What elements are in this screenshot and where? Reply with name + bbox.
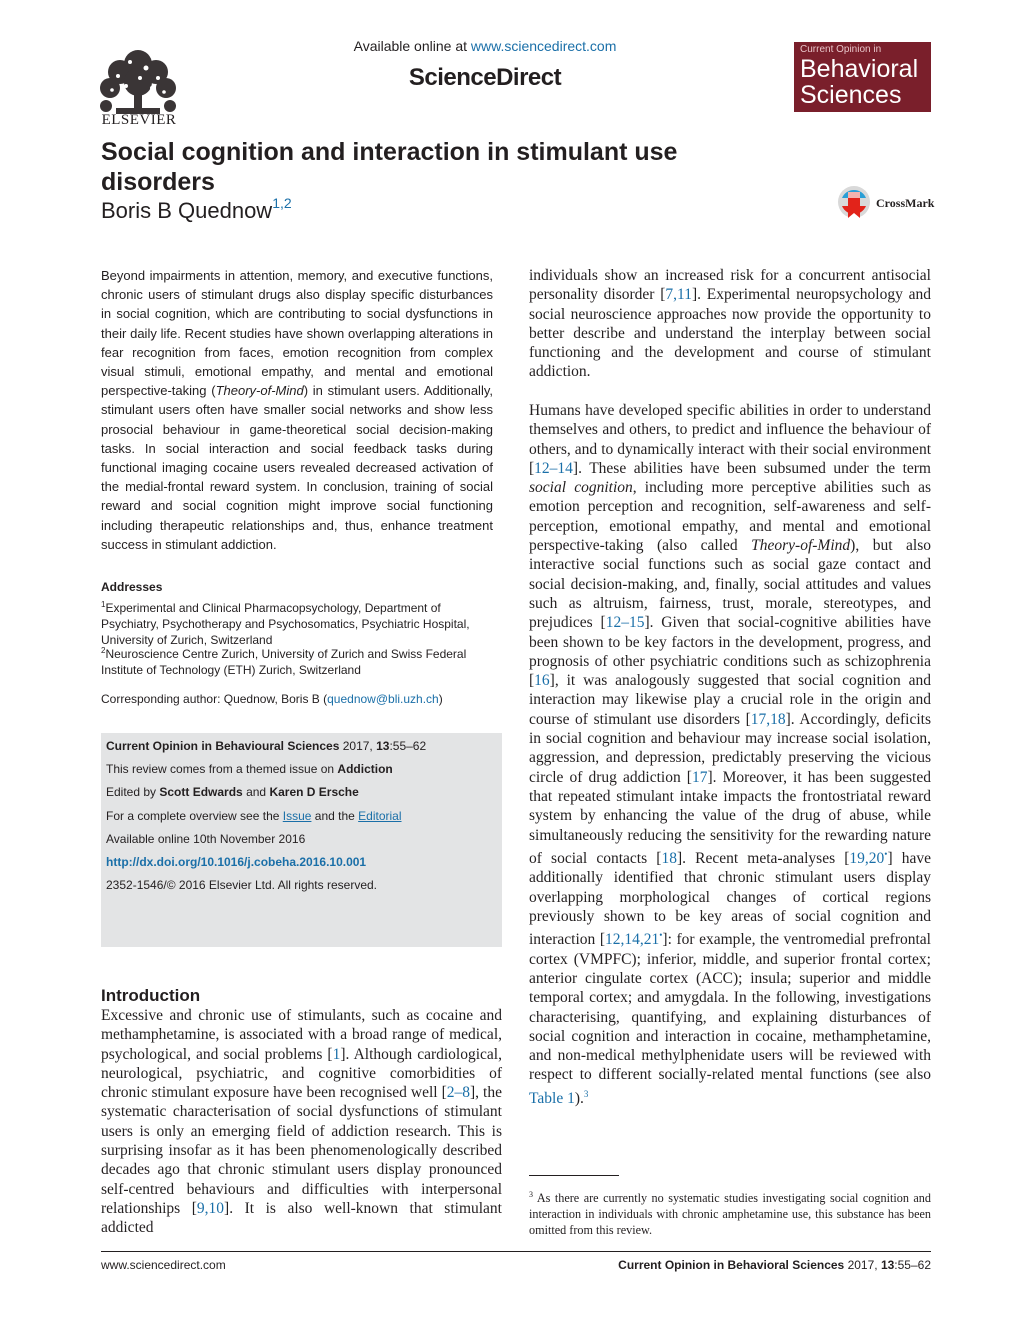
info-year: 2017,: [339, 739, 377, 753]
crossmark-badge[interactable]: [836, 184, 936, 224]
citation-link[interactable]: 1: [332, 1045, 341, 1063]
info-overview: [106, 809, 402, 823]
body-text: ), but also interactive social functions such as social gaze contact and social decision-making, and, finally, social attitudes and values such as altruism, fairness, trust, morale, stereotypes, and prejudices [: [529, 537, 931, 632]
info-editor-2: Karen D Ersche: [269, 785, 359, 799]
body-text: ], it was analogously suggested that social cognition and interaction may likewise play a crucial role in the origin and course of stimulant use disorders [: [529, 672, 931, 728]
citation-link[interactable]: 19,20: [849, 849, 885, 867]
info-edited-prefix: Edited by: [106, 785, 160, 799]
introduction-text: [101, 1006, 502, 1238]
body-text: ]: for example, the ventromedial prefrontal cortex (VMPFC); inferior, middle, and superior frontal cortex; anterior cingulate cortex (ACC); insula; superior and middle temporal cortex; and amygdala. In the following, investigations characterising, quantifying, and explaining disturbances of social cognition and interaction in cocaine, methamphetamine, and non-medical methylphenidate users will be reviewed with respect to different socially-related mental functions (see also: [529, 931, 931, 1084]
citation-link[interactable]: 17: [691, 768, 708, 786]
citation-link[interactable]: 12–14: [534, 459, 573, 477]
footer-year: 2017,: [844, 1258, 881, 1272]
intro-text-1: Excessive and chronic use of stimulants, such as cocaine and methamphetamine, is associated with a broad range of medical, psychological, and social problems [: [101, 1007, 502, 1063]
corresponding-prefix: Corresponding author: Quednow, Boris B (: [101, 692, 328, 706]
info-editor-1: Scott Edwards: [159, 785, 243, 799]
footer-pages: :55–62: [894, 1258, 931, 1272]
abstract-tom-term: Theory-of-Mind: [215, 383, 304, 399]
body-text: ]. Moreover, it has been suggested that repeated stimulant intake impacts the frontostriatal reward system by enhancing the value of the drug of abuse, while simultaneously reducing the sensitivity for the rewarding nature of social contacts [: [529, 768, 931, 867]
citation-link[interactable]: 2–8: [446, 1084, 470, 1102]
footer-volume: 13: [880, 1258, 895, 1272]
footnote-number: 3: [529, 1190, 533, 1199]
info-copyright: 2352-1546/© 2016 Elsevier Ltd. All rights reserved.: [106, 878, 377, 892]
info-editors: [106, 785, 359, 799]
body-paragraph-1: [529, 266, 931, 382]
corresponding-author: [101, 692, 496, 706]
journal-badge-line2: Sciences: [800, 81, 902, 109]
body-text: ] have additionally identified that chronic stimulant users display overlapping morphological changes of cortical regions previously shown to be key areas of social cognition and interaction [: [529, 849, 932, 949]
footer-citation: [618, 1258, 931, 1272]
body-text: Humans have developed specific abilities in order to understand themselves and others, to predict and influence the behaviour of others, and to dynamically interact with their social environment [: [529, 402, 931, 477]
corresponding-suffix: ): [438, 692, 443, 706]
info-citation: [106, 739, 426, 753]
info-overview-prefix: For a complete overview see the: [106, 809, 283, 823]
citation-highlight-mark: •: [659, 930, 663, 941]
address-1-text: Experimental and Clinical Pharmacopsychology, Department of Psychiatry, Psychotherapy and Psychosomatics, Psychiatric Hospital, University of Zurich, Switzerland: [101, 601, 470, 647]
term-social-cognition: social cognition: [529, 479, 633, 497]
body-text: ).: [574, 1089, 584, 1107]
info-themed: [106, 762, 393, 776]
editorial-link[interactable]: Editorial: [358, 809, 402, 823]
available-prefix: Available online at: [353, 38, 471, 54]
info-pages: :55–62: [389, 739, 427, 753]
doi-link[interactable]: [106, 855, 366, 869]
abstract-text-2: ) in stimulant users. Additionally, stimulant users often have smaller social networks and show less prosocial behaviour in game-theoretical social decision-making tasks. In social interaction and social feedback tasks during functional imaging cocaine users revealed decreased activation of the medial-frontal reward system. In conclusion, training of social reward and social cognition might improve social functioning including therapeutic relationships and, thus, enhance treatment success in stimulant addiction.: [101, 383, 493, 552]
body-paragraph-2: [529, 401, 931, 1108]
info-themed-topic: Addiction: [337, 762, 393, 776]
abstract: [101, 266, 493, 554]
publisher-logo-text: ELSEVIER: [101, 112, 177, 128]
introduction-heading: Introduction: [101, 986, 201, 1005]
citation-link[interactable]: 7,11: [665, 286, 692, 304]
author-line: [101, 195, 292, 224]
intro-text-3: ], the systematic characterisation of social dysfunctions of stimulant users is only an emerging field of addiction research. This is surprising insofar as it has been phenomenologically described decades ago that chronic stimulant users display pronounced self-centred behaviours and difficulties with interpersonal relationships [: [101, 1084, 502, 1217]
citation-link[interactable]: 9,10: [196, 1199, 225, 1217]
author-email-link[interactable]: quednow@bli.uzh.ch: [327, 692, 439, 706]
crossmark-label: CrossMark: [876, 196, 935, 210]
body-text: ]. Recent meta-analyses [: [676, 849, 850, 867]
available-online-line: [290, 38, 680, 54]
body-text: ]. Given that social-cognitive abilities have been shown to be key factors in the development, progress, and prognosis of other psychiatric conditions such as schizophrenia [: [529, 614, 931, 690]
body-text: ]. Accordingly, deficits in social cognition and behaviour may increase social isolation, aggression, and depression, predictably preserving the vicious circle of drug addiction [: [529, 710, 931, 786]
address-2: [101, 643, 496, 678]
issue-link[interactable]: Issue: [282, 809, 312, 823]
abstract-text-1: Beyond impairments in attention, memory, and executive functions, chronic users of stimulant drugs also display specific disturbances in social cognition, which are contributing to social dysfunctions in their daily life. Recent studies have shown overlapping alterations in fear recognition from faces, emotion recognition from complex visual stimuli, emotional empathy, and mental and emotional perspective-taking (: [101, 268, 493, 399]
address-2-text: Neuroscience Centre Zurich, University of Zurich and Swiss Federal Institute of Technology (ETH) Zurich, Switzerland: [101, 647, 467, 677]
info-journal: Current Opinion in Behavioural Sciences: [106, 739, 340, 753]
author-name: Boris B Quednow: [101, 198, 273, 223]
article-title: Social cognition and interaction in stimulant use disorders: [101, 138, 678, 196]
footer-website: www.sciencedirect.com: [101, 1258, 226, 1272]
info-volume: 13: [376, 739, 390, 753]
info-themed-prefix: This review comes from a themed issue on: [106, 762, 338, 776]
citation-link[interactable]: 12,14,21: [605, 931, 660, 949]
footnote-3: [529, 1187, 931, 1238]
citation-link[interactable]: 18: [661, 849, 677, 867]
footnote-text: As there are currently no systematic studies investigating social cognition and interaction in individuals with chronic amphetamine use, this substance has been omitted from this review.: [529, 1191, 931, 1238]
body-text: , including more perceptive abilities such as emotion perception and recognition, self-awareness and self-perception, emotional empathy, and mental and emotional perspective-taking (also called: [529, 479, 931, 555]
intro-text-2: ]. Although cardiological, neurological, psychiatric, and cognitive comorbidities of chronic stimulant exposure have been recognised well [: [101, 1045, 502, 1102]
citation-highlight-mark: •: [884, 848, 888, 859]
citation-link[interactable]: 12–15: [605, 614, 645, 632]
body-text: individuals show an increased risk for a concurrent antisocial personality disorder [: [529, 267, 931, 304]
body-text: ]. Experimental neuropsychology and social neuroscience approaches now provide the opportunity to better describe and understand the interplay between social functioning and the development and course of stimulant addiction.: [529, 286, 932, 381]
footnote-mark-link[interactable]: 3: [583, 1088, 589, 1099]
footer-divider: [101, 1251, 931, 1252]
info-and: and: [242, 785, 270, 799]
citation-link[interactable]: 17,18: [750, 710, 786, 728]
author-affiliation-link[interactable]: 1,2: [272, 195, 292, 211]
body-text: ]. These abilities have been subsumed under the term: [572, 459, 931, 477]
journal-badge-small: Current Opinion in: [800, 44, 882, 55]
footnote-divider: [529, 1175, 619, 1176]
doi-link-text[interactable]: http://dx.doi.org/10.1016/j.cobeha.2016.10.001: [106, 855, 367, 869]
footer-journal: Current Opinion in Behavioral Sciences: [618, 1258, 845, 1272]
journal-badge: [794, 42, 931, 112]
address-2-number: 2: [101, 646, 106, 655]
addresses-heading: Addresses: [101, 580, 163, 594]
intro-text-4: ]. It is also well-known that stimulant addicted: [101, 1199, 502, 1237]
info-available: Available online 10th November 2016: [106, 832, 306, 846]
term-theory-of-mind: Theory-of-Mind: [751, 537, 851, 555]
crossmark-icon: [836, 184, 872, 224]
address-1-number: 1: [101, 600, 106, 609]
journal-badge-line1: Behavioral: [800, 55, 919, 83]
info-overview-mid: and the: [311, 809, 359, 823]
table-1-link[interactable]: Table 1: [529, 1089, 575, 1107]
citation-link[interactable]: 16: [534, 672, 550, 690]
address-1: [101, 597, 496, 648]
sciencedirect-url-link[interactable]: www.sciencedirect.com: [470, 38, 617, 54]
article-info-box: [101, 733, 502, 947]
platform-name: ScienceDirect: [408, 64, 562, 91]
